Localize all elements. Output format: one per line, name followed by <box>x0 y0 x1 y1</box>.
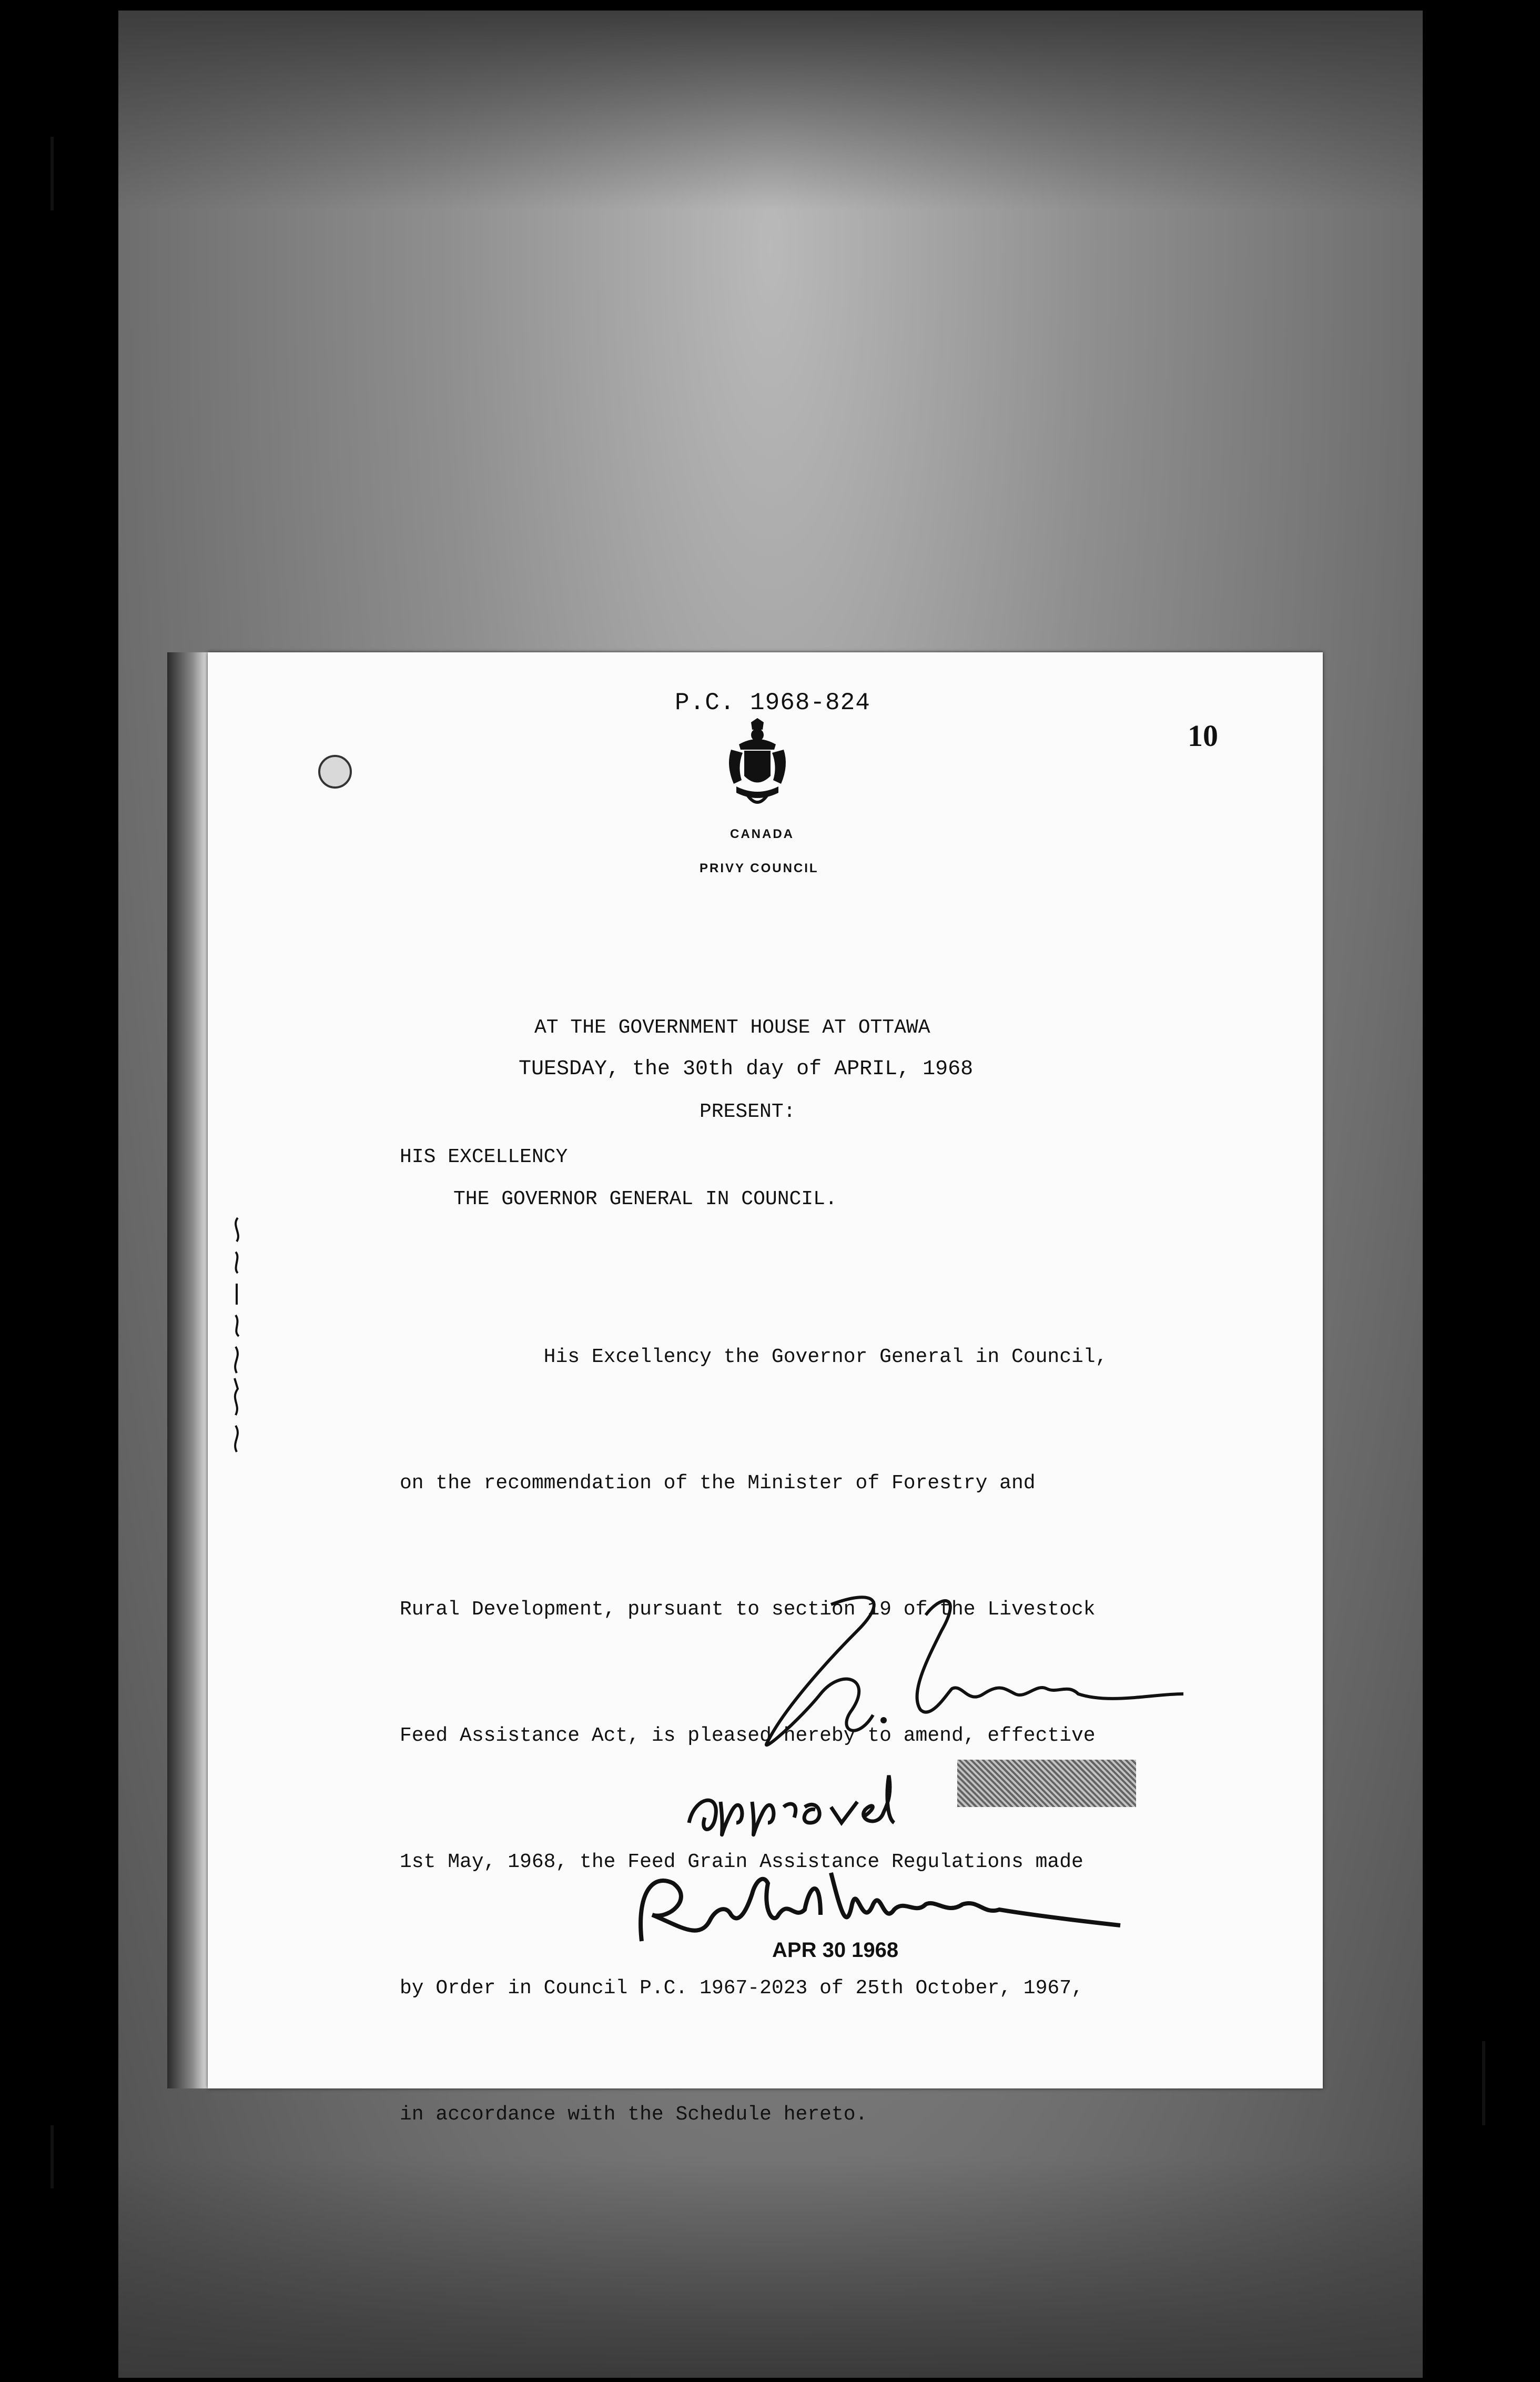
film-edge-mark <box>1482 2041 1485 2125</box>
approved-handwriting <box>678 1760 899 1849</box>
stamp-smudge <box>957 1760 1136 1807</box>
order-body-line: on the recommendation of the Minister of Forestry and <box>400 1472 1036 1495</box>
film-edge-mark <box>50 137 54 210</box>
film-shadow-top <box>118 11 1423 210</box>
crest-label-council: PRIVY COUNCIL <box>700 861 819 875</box>
approval-date-stamp: APR 30 1968 <box>772 1939 899 1962</box>
order-body-line: His Excellency the Governor General in Council, <box>400 1346 1108 1368</box>
page-number: 10 <box>1188 719 1218 753</box>
order-body-line: in accordance with the Schedule hereto. <box>400 2103 868 2126</box>
sheet-left-edge <box>167 652 209 2088</box>
excellency-line: HIS EXCELLENCY <box>400 1146 568 1168</box>
governor-in-council-line: THE GOVERNOR GENERAL IN COUNCIL. <box>453 1188 837 1210</box>
order-body-line: Feed Assistance Act, is pleased hereby to amend, effective <box>400 1724 1096 1747</box>
prime-minister-signature <box>752 1583 1189 1752</box>
place-line: AT THE GOVERNMENT HOUSE AT OTTAWA <box>534 1016 930 1039</box>
order-body-line: by Order in Council P.C. 1967-2023 of 25th October, 1967, <box>400 1977 1083 2000</box>
order-body-line: 1st May, 1968, the Feed Grain Assistance Regulations made <box>400 1851 1083 1873</box>
present-line: PRESENT: <box>700 1101 796 1123</box>
crest-label-country: CANADA <box>730 827 794 841</box>
film-edge-mark <box>50 2125 54 2188</box>
margin-note <box>221 1205 252 1457</box>
coat-of-arms-icon <box>726 718 789 813</box>
pc-number: P.C. 1968-824 <box>675 689 870 716</box>
punch-hole <box>318 755 352 789</box>
margin-note-handwriting <box>221 1205 252 1457</box>
order-body-line: Rural Development, pursuant to section 19 of the Livestock <box>400 1598 1096 1621</box>
date-line: TUESDAY, the 30th day of APRIL, 1968 <box>519 1057 974 1081</box>
